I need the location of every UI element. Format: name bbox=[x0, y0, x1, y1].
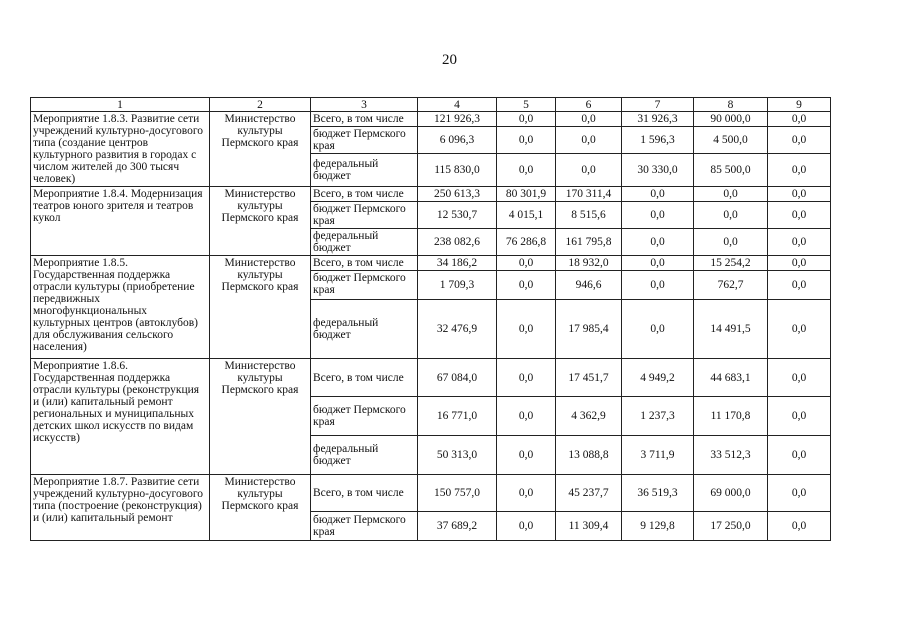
executor: Министерство культуры Пермского края bbox=[210, 112, 311, 187]
value-cell: 8 515,6 bbox=[556, 202, 622, 229]
table-row bbox=[31, 475, 831, 512]
value-cell: 90 000,0 bbox=[694, 112, 768, 127]
value-cell: 9 129,8 bbox=[622, 512, 694, 541]
value-cell: 0,0 bbox=[497, 256, 556, 271]
source-label: федеральный бюджет bbox=[311, 154, 418, 187]
value-cell: 1 596,3 bbox=[622, 127, 694, 154]
value-cell: 0,0 bbox=[497, 512, 556, 541]
value-cell: 762,7 bbox=[694, 271, 768, 300]
source-label: бюджет Пермского края bbox=[311, 127, 418, 154]
value-cell: 0,0 bbox=[768, 512, 831, 541]
source-label: Всего, в том числе bbox=[311, 475, 418, 512]
source-label: Всего, в том числе bbox=[311, 187, 418, 202]
value-cell: 115 830,0 bbox=[418, 154, 497, 187]
value-cell: 0,0 bbox=[497, 112, 556, 127]
activity-name: Мероприятие 1.8.7. Развитие сети учреждений культурно-досугового типа (построение (реконструкция) и (или) капитальный ремонт bbox=[31, 475, 210, 541]
column-header-1: 1 bbox=[31, 98, 210, 112]
source-label: бюджет Пермского края bbox=[311, 202, 418, 229]
value-cell: 0,0 bbox=[497, 359, 556, 397]
executor: Министерство культуры Пермского края bbox=[210, 187, 311, 256]
table-row bbox=[31, 112, 831, 127]
source-label: федеральный бюджет bbox=[311, 300, 418, 359]
value-cell: 0,0 bbox=[622, 229, 694, 256]
column-header-5: 5 bbox=[497, 98, 556, 112]
column-header-2: 2 bbox=[210, 98, 311, 112]
value-cell: 0,0 bbox=[768, 359, 831, 397]
value-cell: 0,0 bbox=[497, 397, 556, 436]
value-cell: 0,0 bbox=[497, 436, 556, 475]
value-cell: 4 015,1 bbox=[497, 202, 556, 229]
value-cell: 69 000,0 bbox=[694, 475, 768, 512]
source-label: бюджет Пермского края bbox=[311, 397, 418, 436]
value-cell: 0,0 bbox=[768, 154, 831, 187]
value-cell: 14 491,5 bbox=[694, 300, 768, 359]
value-cell: 0,0 bbox=[768, 229, 831, 256]
value-cell: 0,0 bbox=[497, 271, 556, 300]
value-cell: 80 301,9 bbox=[497, 187, 556, 202]
value-cell: 3 711,9 bbox=[622, 436, 694, 475]
value-cell: 0,0 bbox=[694, 202, 768, 229]
value-cell: 44 683,1 bbox=[694, 359, 768, 397]
value-cell: 17 250,0 bbox=[694, 512, 768, 541]
value-cell: 161 795,8 bbox=[556, 229, 622, 256]
value-cell: 0,0 bbox=[556, 112, 622, 127]
value-cell: 76 286,8 bbox=[497, 229, 556, 256]
table-row bbox=[31, 187, 831, 202]
activity-name: Мероприятие 1.8.5. Государственная поддержка отрасли культуры (приобретение передвижных многофункциональных культурных центров (автоклубов) для обслуживания сельского населения) bbox=[31, 256, 210, 359]
value-cell: 30 330,0 bbox=[622, 154, 694, 187]
activity-name: Мероприятие 1.8.3. Развитие сети учреждений культурно-досугового типа (создание центров культурного развития в городах с числом жителей до 300 тысяч человек) bbox=[31, 112, 210, 187]
source-label: федеральный бюджет bbox=[311, 436, 418, 475]
value-cell: 0,0 bbox=[622, 300, 694, 359]
value-cell: 16 771,0 bbox=[418, 397, 497, 436]
page-number: 20 bbox=[442, 52, 457, 68]
source-label: Всего, в том числе bbox=[311, 359, 418, 397]
value-cell: 0,0 bbox=[497, 127, 556, 154]
value-cell: 0,0 bbox=[768, 187, 831, 202]
value-cell: 17 985,4 bbox=[556, 300, 622, 359]
column-header-7: 7 bbox=[622, 98, 694, 112]
source-label: бюджет Пермского края bbox=[311, 512, 418, 541]
source-label: бюджет Пермского края bbox=[311, 271, 418, 300]
header-row bbox=[31, 98, 831, 112]
value-cell: 31 926,3 bbox=[622, 112, 694, 127]
value-cell: 13 088,8 bbox=[556, 436, 622, 475]
value-cell: 18 932,0 bbox=[556, 256, 622, 271]
value-cell: 34 186,2 bbox=[418, 256, 497, 271]
value-cell: 0,0 bbox=[768, 436, 831, 475]
activity-name: Мероприятие 1.8.6. Государственная поддержка отрасли культуры (реконструкция и (или) капитальный ремонт региональных и муниципальных детских школ искусств по видам искусств) bbox=[31, 359, 210, 475]
value-cell: 15 254,2 bbox=[694, 256, 768, 271]
value-cell: 0,0 bbox=[768, 127, 831, 154]
executor: Министерство культуры Пермского края bbox=[210, 475, 311, 541]
value-cell: 33 512,3 bbox=[694, 436, 768, 475]
value-cell: 4 949,2 bbox=[622, 359, 694, 397]
value-cell: 1 709,3 bbox=[418, 271, 497, 300]
value-cell: 0,0 bbox=[768, 300, 831, 359]
executor: Министерство культуры Пермского края bbox=[210, 359, 311, 475]
budget-table bbox=[30, 97, 831, 541]
value-cell: 0,0 bbox=[622, 256, 694, 271]
value-cell: 0,0 bbox=[768, 256, 831, 271]
value-cell: 170 311,4 bbox=[556, 187, 622, 202]
value-cell: 0,0 bbox=[768, 397, 831, 436]
value-cell: 12 530,7 bbox=[418, 202, 497, 229]
value-cell: 0,0 bbox=[768, 202, 831, 229]
value-cell: 11 170,8 bbox=[694, 397, 768, 436]
value-cell: 17 451,7 bbox=[556, 359, 622, 397]
value-cell: 36 519,3 bbox=[622, 475, 694, 512]
column-header-3: 3 bbox=[311, 98, 418, 112]
value-cell: 0,0 bbox=[497, 300, 556, 359]
value-cell: 0,0 bbox=[497, 154, 556, 187]
value-cell: 238 082,6 bbox=[418, 229, 497, 256]
value-cell: 0,0 bbox=[497, 475, 556, 512]
value-cell: 67 084,0 bbox=[418, 359, 497, 397]
value-cell: 0,0 bbox=[694, 187, 768, 202]
column-header-8: 8 bbox=[694, 98, 768, 112]
value-cell: 0,0 bbox=[622, 187, 694, 202]
value-cell: 250 613,3 bbox=[418, 187, 497, 202]
value-cell: 4 500,0 bbox=[694, 127, 768, 154]
table-row bbox=[31, 359, 831, 397]
value-cell: 0,0 bbox=[622, 271, 694, 300]
value-cell: 121 926,3 bbox=[418, 112, 497, 127]
value-cell: 37 689,2 bbox=[418, 512, 497, 541]
value-cell: 45 237,7 bbox=[556, 475, 622, 512]
value-cell: 0,0 bbox=[622, 202, 694, 229]
value-cell: 150 757,0 bbox=[418, 475, 497, 512]
value-cell: 1 237,3 bbox=[622, 397, 694, 436]
source-label: Всего, в том числе bbox=[311, 256, 418, 271]
value-cell: 0,0 bbox=[768, 112, 831, 127]
value-cell: 946,6 bbox=[556, 271, 622, 300]
column-header-4: 4 bbox=[418, 98, 497, 112]
value-cell: 50 313,0 bbox=[418, 436, 497, 475]
value-cell: 0,0 bbox=[556, 127, 622, 154]
executor: Министерство культуры Пермского края bbox=[210, 256, 311, 359]
source-label: Всего, в том числе bbox=[311, 112, 418, 127]
value-cell: 4 362,9 bbox=[556, 397, 622, 436]
column-header-6: 6 bbox=[556, 98, 622, 112]
activity-name: Мероприятие 1.8.4. Модернизация театров юного зрителя и театров кукол bbox=[31, 187, 210, 256]
value-cell: 0,0 bbox=[694, 229, 768, 256]
value-cell: 6 096,3 bbox=[418, 127, 497, 154]
value-cell: 0,0 bbox=[768, 475, 831, 512]
table-row bbox=[31, 256, 831, 271]
value-cell: 0,0 bbox=[556, 154, 622, 187]
value-cell: 11 309,4 bbox=[556, 512, 622, 541]
value-cell: 0,0 bbox=[768, 271, 831, 300]
source-label: федеральный бюджет bbox=[311, 229, 418, 256]
column-header-9: 9 bbox=[768, 98, 831, 112]
value-cell: 85 500,0 bbox=[694, 154, 768, 187]
value-cell: 32 476,9 bbox=[418, 300, 497, 359]
